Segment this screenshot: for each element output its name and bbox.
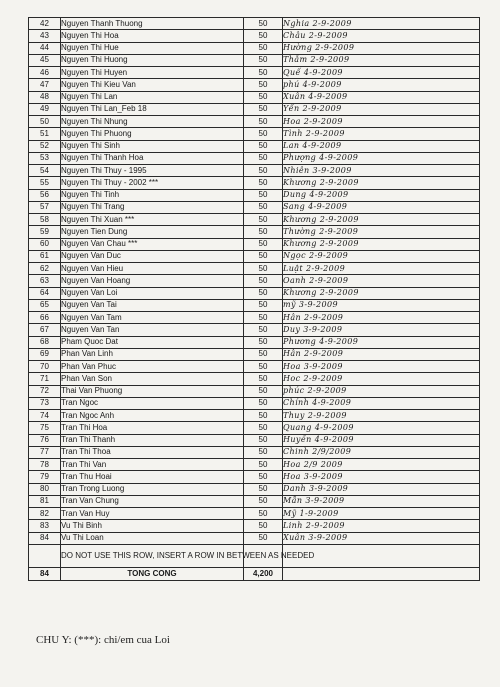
row-number: 73 <box>29 397 61 409</box>
amount: 50 <box>244 67 283 79</box>
amount: 50 <box>244 299 283 311</box>
table-row <box>29 348 480 360</box>
total-amount: 4,200 <box>244 567 283 580</box>
table-row <box>29 250 480 262</box>
table-row <box>29 201 480 213</box>
reserved-row <box>29 544 480 567</box>
amount: 50 <box>244 361 283 373</box>
employee-name: Phan Van Phuc <box>61 361 244 373</box>
row-number: 65 <box>29 299 61 311</box>
employee-name: Thai Van Phuong <box>61 385 244 397</box>
amount: 50 <box>244 410 283 422</box>
employee-name: Nguyen Van Hoang <box>61 275 244 287</box>
amount: 50 <box>244 116 283 128</box>
amount: 50 <box>244 177 283 189</box>
employee-name: Nguyen Van Tam <box>61 312 244 324</box>
amount: 50 <box>244 79 283 91</box>
employee-name: Tran Ngoc Anh <box>61 410 244 422</box>
employee-name: Tran Trong Luong <box>61 483 244 495</box>
row-number: 57 <box>29 201 61 213</box>
amount: 50 <box>244 18 283 30</box>
amount: 50 <box>244 495 283 507</box>
employee-name: Phan Van Son <box>61 373 244 385</box>
handwritten-signature: Hường 2-9-2009 <box>283 42 480 54</box>
table-row <box>29 214 480 226</box>
row-number: 44 <box>29 42 61 54</box>
table-row <box>29 508 480 520</box>
row-number: 58 <box>29 214 61 226</box>
handwritten-signature: Lan 4-9-2009 <box>283 140 480 152</box>
employee-name: Nguyen Thi Huyen <box>61 67 244 79</box>
employee-name: Nguyen Thi Huong <box>61 54 244 66</box>
row-number: 43 <box>29 30 61 42</box>
amount: 50 <box>244 336 283 348</box>
amount: 50 <box>244 385 283 397</box>
amount: 50 <box>244 312 283 324</box>
handwritten-signature: Hoa 3-9-2009 <box>283 361 480 373</box>
row-number: 81 <box>29 495 61 507</box>
row-number: 55 <box>29 177 61 189</box>
employee-name: Nguyen Thi Tinh <box>61 189 244 201</box>
employee-name: Nguyen Van Duc <box>61 250 244 262</box>
amount: 50 <box>244 483 283 495</box>
handwritten-signature: Danh 3-9-2009 <box>283 483 480 495</box>
row-number: 77 <box>29 446 61 458</box>
employee-name: Nguyen Van Chau *** <box>61 238 244 250</box>
amount: 50 <box>244 532 283 544</box>
handwritten-signature: Khương 2-9-2009 <box>283 177 480 189</box>
amount: 50 <box>244 140 283 152</box>
amount: 50 <box>244 54 283 66</box>
employee-name: Tran Van Huy <box>61 508 244 520</box>
employee-name: Nguyen Thi Lan_Feb 18 <box>61 103 244 115</box>
table-row <box>29 520 480 532</box>
handwritten-signature: Chính 4-9-2009 <box>283 397 480 409</box>
table-row <box>29 79 480 91</box>
handwritten-signature: Thường 2-9-2009 <box>283 226 480 238</box>
handwritten-signature: Mẫn 3-9-2009 <box>283 495 480 507</box>
handwritten-signature: Thắm 2-9-2009 <box>283 54 480 66</box>
handwritten-signature: Hân 2-9-2009 <box>283 312 480 324</box>
total-count: 84 <box>29 567 61 580</box>
handwritten-signature: Linh 2-9-2009 <box>283 520 480 532</box>
employee-name: Tran Thi Van <box>61 459 244 471</box>
table-row <box>29 373 480 385</box>
handwritten-signature: Huyền 4-9-2009 <box>283 434 480 446</box>
handwritten-signature: Khương 2-9-2009 <box>283 238 480 250</box>
row-number: 52 <box>29 140 61 152</box>
amount: 50 <box>244 434 283 446</box>
handwritten-signature: Châu 2-9-2009 <box>283 30 480 42</box>
handwritten-signature: Hoa 2/9 2009 <box>283 459 480 471</box>
employee-name: Tran Thi Hoa <box>61 422 244 434</box>
table-row <box>29 471 480 483</box>
employee-name: Nguyen Thi Trang <box>61 201 244 213</box>
table-row <box>29 361 480 373</box>
table-row <box>29 434 480 446</box>
table-row <box>29 459 480 471</box>
handwritten-signature: phú 4-9-2009 <box>283 79 480 91</box>
row-number: 75 <box>29 422 61 434</box>
employee-name: Nguyen Van Tai <box>61 299 244 311</box>
row-number: 68 <box>29 336 61 348</box>
handwritten-signature: Quang 4-9-2009 <box>283 422 480 434</box>
amount: 50 <box>244 287 283 299</box>
row-number: 47 <box>29 79 61 91</box>
handwritten-signature: Hoa 2-9-2009 <box>283 116 480 128</box>
row-number: 76 <box>29 434 61 446</box>
handwritten-signature: Quế 4-9-2009 <box>283 67 480 79</box>
table-row <box>29 410 480 422</box>
row-number: 46 <box>29 67 61 79</box>
handwritten-signature: Hân 2-9-2009 <box>283 348 480 360</box>
employee-name: Vu Thi Binh <box>61 520 244 532</box>
employee-name: Nguyen Van Tan <box>61 324 244 336</box>
row-number: 62 <box>29 263 61 275</box>
amount: 50 <box>244 459 283 471</box>
amount: 50 <box>244 446 283 458</box>
employee-name: Nguyen Thi Sinh <box>61 140 244 152</box>
amount: 50 <box>244 91 283 103</box>
row-number: 66 <box>29 312 61 324</box>
row-number: 48 <box>29 91 61 103</box>
employee-name: Tran Thu Hoai <box>61 471 244 483</box>
table-row <box>29 275 480 287</box>
row-number: 60 <box>29 238 61 250</box>
handwritten-signature: Phượng 4-9-2009 <box>283 152 480 164</box>
amount: 50 <box>244 263 283 275</box>
employee-name: Pham Quoc Dat <box>61 336 244 348</box>
employee-name: Nguyen Van Loi <box>61 287 244 299</box>
table-row <box>29 385 480 397</box>
table-row <box>29 116 480 128</box>
employee-name: Tran Ngoc <box>61 397 244 409</box>
amount: 50 <box>244 103 283 115</box>
row-number: 49 <box>29 103 61 115</box>
handwritten-signature: Sang 4-9-2009 <box>283 201 480 213</box>
row-number: 67 <box>29 324 61 336</box>
row-number: 78 <box>29 459 61 471</box>
table-row <box>29 226 480 238</box>
table-row <box>29 165 480 177</box>
row-number: 51 <box>29 128 61 140</box>
table-row <box>29 30 480 42</box>
handwritten-signature: Hoa 3-9-2009 <box>283 471 480 483</box>
row-number: 83 <box>29 520 61 532</box>
employee-name: Nguyen Thi Xuan *** <box>61 214 244 226</box>
handwritten-signature: Xuân 3-9-2009 <box>283 532 480 544</box>
table-row <box>29 422 480 434</box>
amount: 50 <box>244 422 283 434</box>
handwritten-signature: Duy 3-9-2009 <box>283 324 480 336</box>
row-number: 80 <box>29 483 61 495</box>
employee-name: Nguyen Tien Dung <box>61 226 244 238</box>
amount: 50 <box>244 397 283 409</box>
table-row <box>29 299 480 311</box>
employee-name: Tran Thi Thoa <box>61 446 244 458</box>
handwritten-signature: Mỹ 1-9-2009 <box>283 508 480 520</box>
amount: 50 <box>244 226 283 238</box>
handwritten-signature: phúc 2-9-2009 <box>283 385 480 397</box>
employee-name: Tran Thi Thanh <box>61 434 244 446</box>
table-row <box>29 103 480 115</box>
handwritten-signature: Khương 2-9-2009 <box>283 214 480 226</box>
table-row <box>29 483 480 495</box>
row-number: 64 <box>29 287 61 299</box>
table-row <box>29 128 480 140</box>
handwritten-signature: Yến 2-9-2009 <box>283 103 480 115</box>
employee-name: Nguyen Thi Lan <box>61 91 244 103</box>
table-row <box>29 54 480 66</box>
handwritten-signature: Phương 4-9-2009 <box>283 336 480 348</box>
table-row <box>29 336 480 348</box>
employee-name: Nguyen Thi Thanh Hoa <box>61 152 244 164</box>
table-row <box>29 324 480 336</box>
table-row <box>29 152 480 164</box>
handwritten-signature: mỹ 3-9-2009 <box>283 299 480 311</box>
amount: 50 <box>244 275 283 287</box>
row-number: 70 <box>29 361 61 373</box>
amount: 50 <box>244 508 283 520</box>
row-number: 69 <box>29 348 61 360</box>
table-row <box>29 189 480 201</box>
amount: 50 <box>244 128 283 140</box>
row-number: 42 <box>29 18 61 30</box>
table-row <box>29 67 480 79</box>
row-number: 79 <box>29 471 61 483</box>
row-number: 82 <box>29 508 61 520</box>
handwritten-signature: Nghia 2-9-2009 <box>283 18 480 30</box>
row-number: 71 <box>29 373 61 385</box>
amount: 50 <box>244 471 283 483</box>
amount: 50 <box>244 238 283 250</box>
amount: 50 <box>244 214 283 226</box>
amount: 50 <box>244 250 283 262</box>
row-number: 50 <box>29 116 61 128</box>
table-row <box>29 495 480 507</box>
employee-name: Nguyen Thi Kieu Van <box>61 79 244 91</box>
row-number: 45 <box>29 54 61 66</box>
employee-name: Tran Van Chung <box>61 495 244 507</box>
amount: 50 <box>244 520 283 532</box>
table-row <box>29 177 480 189</box>
row-number: 53 <box>29 152 61 164</box>
employee-name: Nguyen Thi Thuy - 1995 <box>61 165 244 177</box>
roster-body <box>29 18 480 545</box>
amount: 50 <box>244 324 283 336</box>
employee-name: Nguyen Thanh Thuong <box>61 18 244 30</box>
row-number: 59 <box>29 226 61 238</box>
table-row <box>29 532 480 544</box>
handwritten-signature: Thuy 2-9-2009 <box>283 410 480 422</box>
footnote: CHU Y: (***): chi/em cua Loi <box>36 634 170 646</box>
employee-name: Nguyen Thi Nhung <box>61 116 244 128</box>
amount: 50 <box>244 189 283 201</box>
employee-name: Nguyen Thi Phuong <box>61 128 244 140</box>
roster-table <box>28 17 480 581</box>
employee-name: Nguyen Thi Hoa <box>61 30 244 42</box>
handwritten-signature: Nhiên 3-9-2009 <box>283 165 480 177</box>
row-number: 84 <box>29 532 61 544</box>
handwritten-signature: Xuân 4-9-2009 <box>283 91 480 103</box>
handwritten-signature: Chinh 2/9/2009 <box>283 446 480 458</box>
handwritten-signature: Khương 2-9-2009 <box>283 287 480 299</box>
table-row <box>29 397 480 409</box>
total-row <box>29 567 480 580</box>
amount: 50 <box>244 152 283 164</box>
employee-name: Vu Thi Loan <box>61 532 244 544</box>
amount: 50 <box>244 373 283 385</box>
amount: 50 <box>244 30 283 42</box>
table-row <box>29 263 480 275</box>
handwritten-signature: Tình 2-9-2009 <box>283 128 480 140</box>
employee-name: Nguyen Thi Hue <box>61 42 244 54</box>
table-row <box>29 18 480 30</box>
employee-name: Nguyen Thi Thuy - 2002 *** <box>61 177 244 189</box>
table-row <box>29 42 480 54</box>
table-row <box>29 287 480 299</box>
table-row <box>29 140 480 152</box>
table-row <box>29 238 480 250</box>
reserved-row-note: DO NOT USE THIS ROW, INSERT A ROW IN BETWEEN AS NEEDED <box>61 544 244 567</box>
amount: 50 <box>244 42 283 54</box>
row-number: 63 <box>29 275 61 287</box>
handwritten-signature: Hoc 2-9-2009 <box>283 373 480 385</box>
table-row <box>29 446 480 458</box>
amount: 50 <box>244 201 283 213</box>
amount: 50 <box>244 348 283 360</box>
row-number: 61 <box>29 250 61 262</box>
row-number: 56 <box>29 189 61 201</box>
row-number: 72 <box>29 385 61 397</box>
row-number: 54 <box>29 165 61 177</box>
row-number: 74 <box>29 410 61 422</box>
table-row <box>29 91 480 103</box>
handwritten-signature: Dung 4-9-2009 <box>283 189 480 201</box>
employee-name: Phan Van Linh <box>61 348 244 360</box>
total-label: TONG CONG <box>61 567 244 580</box>
handwritten-signature: Ngọc 2-9-2009 <box>283 250 480 262</box>
amount: 50 <box>244 165 283 177</box>
employee-name: Nguyen Van Hieu <box>61 263 244 275</box>
table-row <box>29 312 480 324</box>
handwritten-signature: Oanh 2-9-2009 <box>283 275 480 287</box>
handwritten-signature: Luật 2-9-2009 <box>283 263 480 275</box>
